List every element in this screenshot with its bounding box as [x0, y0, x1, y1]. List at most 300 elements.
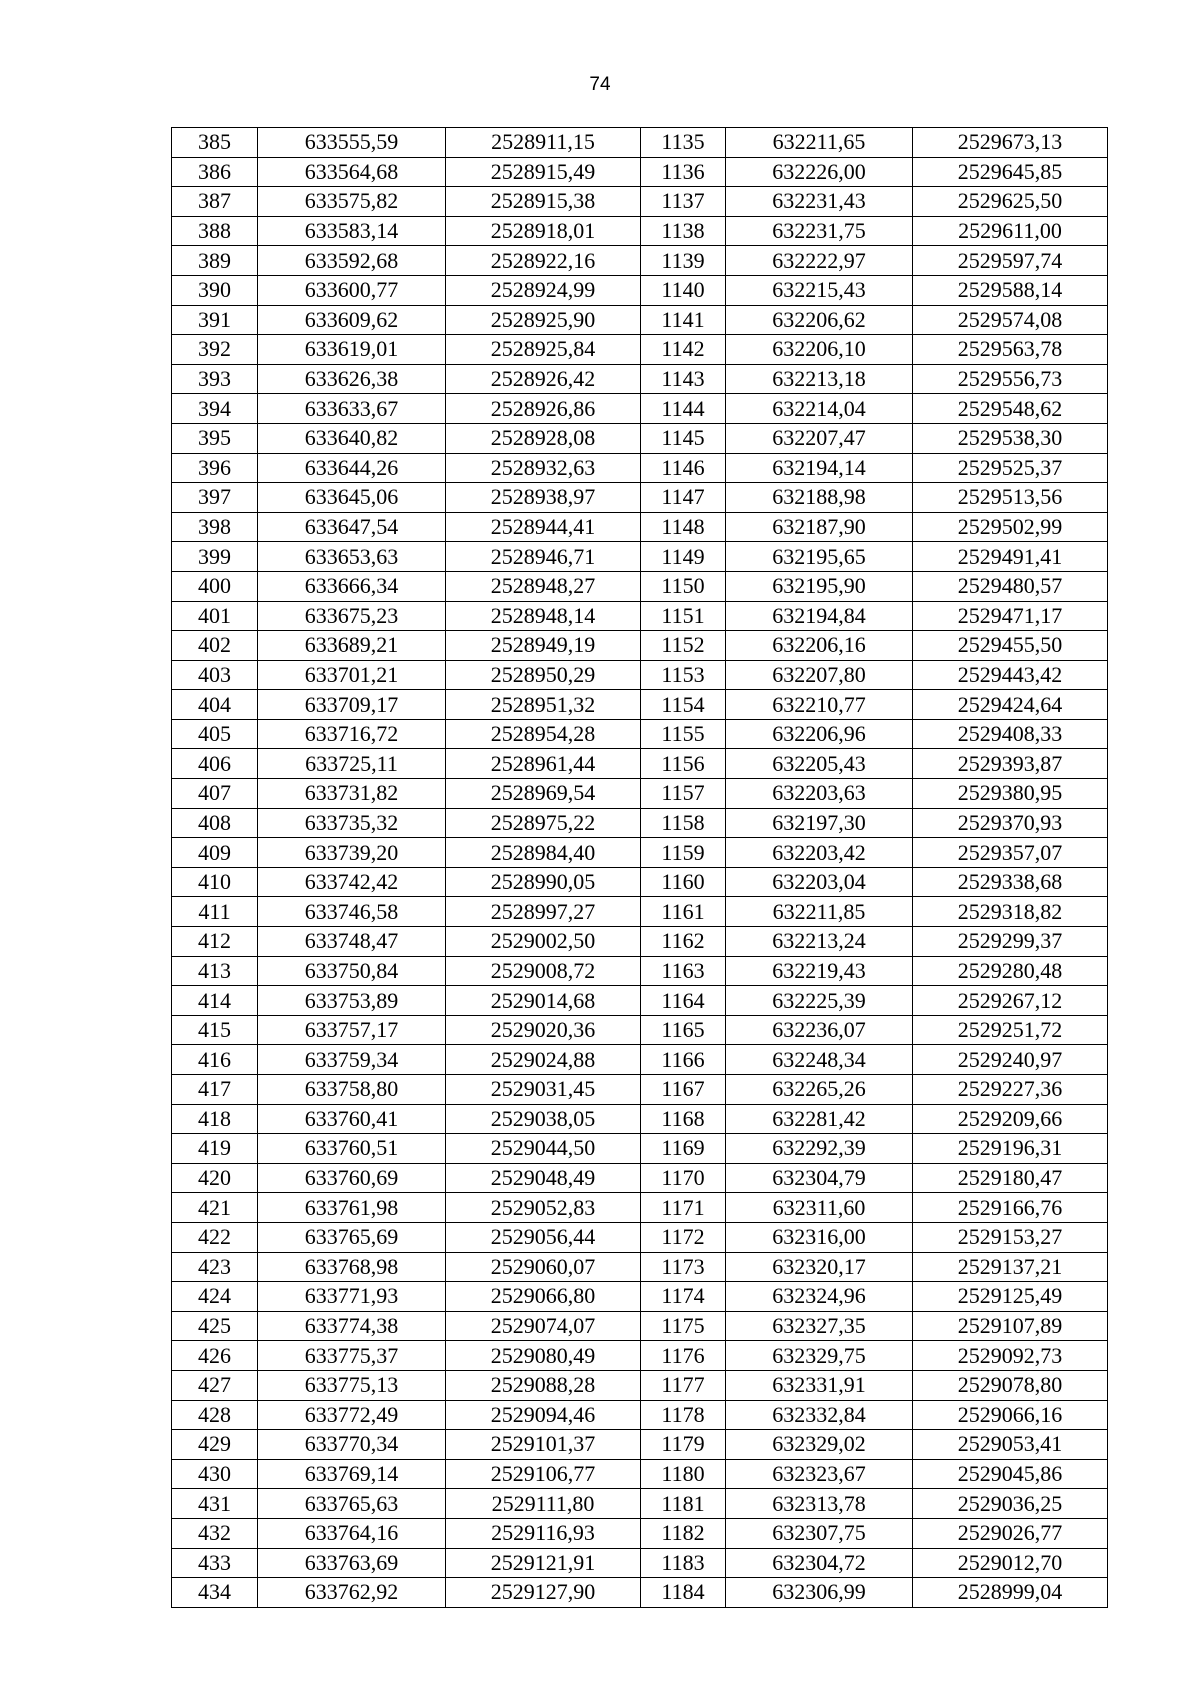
y-coordinate-cell: 2528944,41 [446, 512, 641, 542]
x-coordinate-cell: 632306,99 [726, 1578, 913, 1608]
table-row [172, 453, 1108, 483]
table-row [172, 1548, 1108, 1578]
y-coordinate-cell: 2529094,46 [446, 1400, 641, 1430]
x-coordinate-cell: 632188,98 [726, 483, 913, 513]
y-coordinate-cell: 2528928,08 [446, 423, 641, 453]
y-coordinate-cell: 2529053,41 [913, 1430, 1108, 1460]
x-coordinate-cell: 633583,14 [258, 216, 446, 246]
y-coordinate-cell: 2528915,38 [446, 187, 641, 217]
point-number-cell: 1138 [641, 216, 726, 246]
y-coordinate-cell: 2528997,27 [446, 897, 641, 927]
y-coordinate-cell: 2528954,28 [446, 719, 641, 749]
x-coordinate-cell: 632332,84 [726, 1400, 913, 1430]
point-number-cell: 1181 [641, 1489, 726, 1519]
x-coordinate-cell: 633716,72 [258, 719, 446, 749]
point-number-cell: 1163 [641, 956, 726, 986]
x-coordinate-cell: 632265,26 [726, 1075, 913, 1105]
x-coordinate-cell: 632187,90 [726, 512, 913, 542]
x-coordinate-cell: 632231,43 [726, 187, 913, 217]
table-row [172, 956, 1108, 986]
y-coordinate-cell: 2529299,37 [913, 927, 1108, 957]
table-row [172, 216, 1108, 246]
x-coordinate-cell: 632194,84 [726, 601, 913, 631]
point-number-cell: 1143 [641, 364, 726, 394]
y-coordinate-cell: 2529548,62 [913, 394, 1108, 424]
table-row [172, 719, 1108, 749]
x-coordinate-cell: 633763,69 [258, 1548, 446, 1578]
x-coordinate-cell: 632207,80 [726, 660, 913, 690]
point-number-cell: 1144 [641, 394, 726, 424]
table-row [172, 571, 1108, 601]
point-number-cell: 405 [172, 719, 258, 749]
x-coordinate-cell: 633768,98 [258, 1252, 446, 1282]
y-coordinate-cell: 2529056,44 [446, 1222, 641, 1252]
y-coordinate-cell: 2529101,37 [446, 1430, 641, 1460]
y-coordinate-cell: 2529002,50 [446, 927, 641, 957]
x-coordinate-cell: 633748,47 [258, 927, 446, 957]
point-number-cell: 417 [172, 1075, 258, 1105]
y-coordinate-cell: 2529370,93 [913, 808, 1108, 838]
y-coordinate-cell: 2529209,66 [913, 1104, 1108, 1134]
table-row [172, 1134, 1108, 1164]
table-row [172, 483, 1108, 513]
y-coordinate-cell: 2529408,33 [913, 719, 1108, 749]
y-coordinate-cell: 2529251,72 [913, 1015, 1108, 1045]
x-coordinate-cell: 633689,21 [258, 631, 446, 661]
y-coordinate-cell: 2528975,22 [446, 808, 641, 838]
y-coordinate-cell: 2529380,95 [913, 779, 1108, 809]
x-coordinate-cell: 633771,93 [258, 1282, 446, 1312]
x-coordinate-cell: 632292,39 [726, 1134, 913, 1164]
point-number-cell: 1160 [641, 867, 726, 897]
y-coordinate-cell: 2529074,07 [446, 1311, 641, 1341]
point-number-cell: 400 [172, 571, 258, 601]
y-coordinate-cell: 2529111,80 [446, 1489, 641, 1519]
y-coordinate-cell: 2529127,90 [446, 1578, 641, 1608]
x-coordinate-cell: 633758,80 [258, 1075, 446, 1105]
y-coordinate-cell: 2529443,42 [913, 660, 1108, 690]
table-row [172, 1400, 1108, 1430]
point-number-cell: 419 [172, 1134, 258, 1164]
y-coordinate-cell: 2529045,86 [913, 1459, 1108, 1489]
point-number-cell: 1165 [641, 1015, 726, 1045]
x-coordinate-cell: 632203,42 [726, 838, 913, 868]
table-row [172, 1518, 1108, 1548]
table-row [172, 927, 1108, 957]
point-number-cell: 1158 [641, 808, 726, 838]
point-number-cell: 1136 [641, 157, 726, 187]
x-coordinate-cell: 632222,97 [726, 246, 913, 276]
x-coordinate-cell: 633760,51 [258, 1134, 446, 1164]
y-coordinate-cell: 2529052,83 [446, 1193, 641, 1223]
point-number-cell: 1179 [641, 1430, 726, 1460]
x-coordinate-cell: 632206,96 [726, 719, 913, 749]
table-row [172, 986, 1108, 1016]
y-coordinate-cell: 2528950,29 [446, 660, 641, 690]
x-coordinate-cell: 632213,18 [726, 364, 913, 394]
x-coordinate-cell: 633765,69 [258, 1222, 446, 1252]
x-coordinate-cell: 633575,82 [258, 187, 446, 217]
coordinates-table [171, 127, 1108, 1608]
x-coordinate-cell: 633762,92 [258, 1578, 446, 1608]
y-coordinate-cell: 2529153,27 [913, 1222, 1108, 1252]
y-coordinate-cell: 2529166,76 [913, 1193, 1108, 1223]
point-number-cell: 428 [172, 1400, 258, 1430]
y-coordinate-cell: 2529625,50 [913, 187, 1108, 217]
y-coordinate-cell: 2529357,07 [913, 838, 1108, 868]
table-row [172, 1282, 1108, 1312]
x-coordinate-cell: 633555,59 [258, 128, 446, 158]
x-coordinate-cell: 632316,00 [726, 1222, 913, 1252]
x-coordinate-cell: 633760,69 [258, 1163, 446, 1193]
y-coordinate-cell: 2529060,07 [446, 1252, 641, 1282]
point-number-cell: 1171 [641, 1193, 726, 1223]
point-number-cell: 395 [172, 423, 258, 453]
x-coordinate-cell: 632203,04 [726, 867, 913, 897]
x-coordinate-cell: 633759,34 [258, 1045, 446, 1075]
y-coordinate-cell: 2528951,32 [446, 690, 641, 720]
x-coordinate-cell: 632219,43 [726, 956, 913, 986]
y-coordinate-cell: 2529031,45 [446, 1075, 641, 1105]
y-coordinate-cell: 2529196,31 [913, 1134, 1108, 1164]
point-number-cell: 406 [172, 749, 258, 779]
point-number-cell: 425 [172, 1311, 258, 1341]
point-number-cell: 420 [172, 1163, 258, 1193]
y-coordinate-cell: 2529563,78 [913, 335, 1108, 365]
table-row [172, 660, 1108, 690]
point-number-cell: 423 [172, 1252, 258, 1282]
x-coordinate-cell: 632323,67 [726, 1459, 913, 1489]
table-row [172, 1430, 1108, 1460]
x-coordinate-cell: 633619,01 [258, 335, 446, 365]
y-coordinate-cell: 2529588,14 [913, 275, 1108, 305]
x-coordinate-cell: 633753,89 [258, 986, 446, 1016]
point-number-cell: 1150 [641, 571, 726, 601]
y-coordinate-cell: 2529026,77 [913, 1518, 1108, 1548]
x-coordinate-cell: 632329,75 [726, 1341, 913, 1371]
y-coordinate-cell: 2529227,36 [913, 1075, 1108, 1105]
y-coordinate-cell: 2528911,15 [446, 128, 641, 158]
x-coordinate-cell: 632194,14 [726, 453, 913, 483]
x-coordinate-cell: 633746,58 [258, 897, 446, 927]
x-coordinate-cell: 633640,82 [258, 423, 446, 453]
x-coordinate-cell: 632213,24 [726, 927, 913, 957]
x-coordinate-cell: 632231,75 [726, 216, 913, 246]
point-number-cell: 427 [172, 1370, 258, 1400]
y-coordinate-cell: 2529014,68 [446, 986, 641, 1016]
y-coordinate-cell: 2529393,87 [913, 749, 1108, 779]
x-coordinate-cell: 632281,42 [726, 1104, 913, 1134]
y-coordinate-cell: 2529556,73 [913, 364, 1108, 394]
x-coordinate-cell: 633770,34 [258, 1430, 446, 1460]
point-number-cell: 1182 [641, 1518, 726, 1548]
x-coordinate-cell: 632206,16 [726, 631, 913, 661]
point-number-cell: 1137 [641, 187, 726, 217]
point-number-cell: 1153 [641, 660, 726, 690]
x-coordinate-cell: 632248,34 [726, 1045, 913, 1075]
table-row [172, 157, 1108, 187]
y-coordinate-cell: 2529574,08 [913, 305, 1108, 335]
x-coordinate-cell: 633564,68 [258, 157, 446, 187]
point-number-cell: 430 [172, 1459, 258, 1489]
y-coordinate-cell: 2529240,97 [913, 1045, 1108, 1075]
point-number-cell: 414 [172, 986, 258, 1016]
table-row [172, 897, 1108, 927]
y-coordinate-cell: 2529538,30 [913, 423, 1108, 453]
table-row [172, 749, 1108, 779]
point-number-cell: 1159 [641, 838, 726, 868]
x-coordinate-cell: 632327,35 [726, 1311, 913, 1341]
y-coordinate-cell: 2529267,12 [913, 986, 1108, 1016]
x-coordinate-cell: 633761,98 [258, 1193, 446, 1223]
table-row [172, 1459, 1108, 1489]
point-number-cell: 1183 [641, 1548, 726, 1578]
x-coordinate-cell: 633633,67 [258, 394, 446, 424]
y-coordinate-cell: 2529066,80 [446, 1282, 641, 1312]
x-coordinate-cell: 632206,62 [726, 305, 913, 335]
point-number-cell: 412 [172, 927, 258, 957]
x-coordinate-cell: 633592,68 [258, 246, 446, 276]
table-row [172, 275, 1108, 305]
point-number-cell: 1145 [641, 423, 726, 453]
x-coordinate-cell: 632304,79 [726, 1163, 913, 1193]
x-coordinate-cell: 633735,32 [258, 808, 446, 838]
x-coordinate-cell: 633609,62 [258, 305, 446, 335]
y-coordinate-cell: 2529020,36 [446, 1015, 641, 1045]
point-number-cell: 415 [172, 1015, 258, 1045]
x-coordinate-cell: 633647,54 [258, 512, 446, 542]
x-coordinate-cell: 632329,02 [726, 1430, 913, 1460]
x-coordinate-cell: 632207,47 [726, 423, 913, 453]
table-row [172, 601, 1108, 631]
y-coordinate-cell: 2528961,44 [446, 749, 641, 779]
point-number-cell: 403 [172, 660, 258, 690]
table-row [172, 1075, 1108, 1105]
y-coordinate-cell: 2529597,74 [913, 246, 1108, 276]
point-number-cell: 1168 [641, 1104, 726, 1134]
x-coordinate-cell: 633760,41 [258, 1104, 446, 1134]
x-coordinate-cell: 632195,65 [726, 542, 913, 572]
point-number-cell: 1176 [641, 1341, 726, 1371]
point-number-cell: 1184 [641, 1578, 726, 1608]
point-number-cell: 409 [172, 838, 258, 868]
point-number-cell: 408 [172, 808, 258, 838]
point-number-cell: 1147 [641, 483, 726, 513]
y-coordinate-cell: 2528948,27 [446, 571, 641, 601]
x-coordinate-cell: 633626,38 [258, 364, 446, 394]
x-coordinate-cell: 632206,10 [726, 335, 913, 365]
table-row [172, 690, 1108, 720]
y-coordinate-cell: 2529125,49 [913, 1282, 1108, 1312]
point-number-cell: 1148 [641, 512, 726, 542]
table-row [172, 1104, 1108, 1134]
table-row [172, 631, 1108, 661]
x-coordinate-cell: 633774,38 [258, 1311, 446, 1341]
table-row [172, 423, 1108, 453]
point-number-cell: 1166 [641, 1045, 726, 1075]
page-number: 74 [589, 74, 611, 95]
point-number-cell: 397 [172, 483, 258, 513]
y-coordinate-cell: 2528922,16 [446, 246, 641, 276]
y-coordinate-cell: 2529513,56 [913, 483, 1108, 513]
y-coordinate-cell: 2529012,70 [913, 1548, 1108, 1578]
y-coordinate-cell: 2529106,77 [446, 1459, 641, 1489]
x-coordinate-cell: 633666,34 [258, 571, 446, 601]
coordinates-table-body [172, 128, 1108, 1608]
x-coordinate-cell: 632211,85 [726, 897, 913, 927]
y-coordinate-cell: 2528926,86 [446, 394, 641, 424]
x-coordinate-cell: 633772,49 [258, 1400, 446, 1430]
x-coordinate-cell: 632203,63 [726, 779, 913, 809]
point-number-cell: 418 [172, 1104, 258, 1134]
point-number-cell: 1141 [641, 305, 726, 335]
y-coordinate-cell: 2529066,16 [913, 1400, 1108, 1430]
x-coordinate-cell: 633757,17 [258, 1015, 446, 1045]
y-coordinate-cell: 2529121,91 [446, 1548, 641, 1578]
point-number-cell: 396 [172, 453, 258, 483]
point-number-cell: 1174 [641, 1282, 726, 1312]
table-row [172, 838, 1108, 868]
point-number-cell: 1155 [641, 719, 726, 749]
point-number-cell: 386 [172, 157, 258, 187]
y-coordinate-cell: 2529036,25 [913, 1489, 1108, 1519]
y-coordinate-cell: 2529525,37 [913, 453, 1108, 483]
x-coordinate-cell: 633764,16 [258, 1518, 446, 1548]
y-coordinate-cell: 2529044,50 [446, 1134, 641, 1164]
y-coordinate-cell: 2529502,99 [913, 512, 1108, 542]
x-coordinate-cell: 633701,21 [258, 660, 446, 690]
point-number-cell: 1169 [641, 1134, 726, 1164]
x-coordinate-cell: 632311,60 [726, 1193, 913, 1223]
x-coordinate-cell: 633775,13 [258, 1370, 446, 1400]
x-coordinate-cell: 632320,17 [726, 1252, 913, 1282]
point-number-cell: 407 [172, 779, 258, 809]
point-number-cell: 413 [172, 956, 258, 986]
point-number-cell: 416 [172, 1045, 258, 1075]
point-number-cell: 424 [172, 1282, 258, 1312]
point-number-cell: 394 [172, 394, 258, 424]
x-coordinate-cell: 633644,26 [258, 453, 446, 483]
point-number-cell: 1142 [641, 335, 726, 365]
y-coordinate-cell: 2528990,05 [446, 867, 641, 897]
y-coordinate-cell: 2528984,40 [446, 838, 641, 868]
point-number-cell: 1140 [641, 275, 726, 305]
point-number-cell: 411 [172, 897, 258, 927]
y-coordinate-cell: 2529080,49 [446, 1341, 641, 1371]
y-coordinate-cell: 2529338,68 [913, 867, 1108, 897]
point-number-cell: 1152 [641, 631, 726, 661]
y-coordinate-cell: 2528938,97 [446, 483, 641, 513]
y-coordinate-cell: 2529137,21 [913, 1252, 1108, 1282]
point-number-cell: 1167 [641, 1075, 726, 1105]
table-row [172, 779, 1108, 809]
point-number-cell: 399 [172, 542, 258, 572]
point-number-cell: 1173 [641, 1252, 726, 1282]
x-coordinate-cell: 632215,43 [726, 275, 913, 305]
y-coordinate-cell: 2528969,54 [446, 779, 641, 809]
x-coordinate-cell: 633750,84 [258, 956, 446, 986]
table-row [172, 1370, 1108, 1400]
y-coordinate-cell: 2529424,64 [913, 690, 1108, 720]
y-coordinate-cell: 2529455,50 [913, 631, 1108, 661]
point-number-cell: 429 [172, 1430, 258, 1460]
x-coordinate-cell: 633731,82 [258, 779, 446, 809]
y-coordinate-cell: 2529107,89 [913, 1311, 1108, 1341]
point-number-cell: 1180 [641, 1459, 726, 1489]
y-coordinate-cell: 2529008,72 [446, 956, 641, 986]
table-row [172, 1193, 1108, 1223]
y-coordinate-cell: 2529092,73 [913, 1341, 1108, 1371]
x-coordinate-cell: 633645,06 [258, 483, 446, 513]
table-row [172, 305, 1108, 335]
x-coordinate-cell: 632195,90 [726, 571, 913, 601]
point-number-cell: 431 [172, 1489, 258, 1519]
point-number-cell: 391 [172, 305, 258, 335]
x-coordinate-cell: 632331,91 [726, 1370, 913, 1400]
y-coordinate-cell: 2529078,80 [913, 1370, 1108, 1400]
table-row [172, 512, 1108, 542]
y-coordinate-cell: 2528948,14 [446, 601, 641, 631]
point-number-cell: 1149 [641, 542, 726, 572]
x-coordinate-cell: 633653,63 [258, 542, 446, 572]
y-coordinate-cell: 2528924,99 [446, 275, 641, 305]
point-number-cell: 1177 [641, 1370, 726, 1400]
point-number-cell: 390 [172, 275, 258, 305]
point-number-cell: 1154 [641, 690, 726, 720]
y-coordinate-cell: 2529491,41 [913, 542, 1108, 572]
x-coordinate-cell: 633725,11 [258, 749, 446, 779]
table-row [172, 394, 1108, 424]
y-coordinate-cell: 2529180,47 [913, 1163, 1108, 1193]
table-row [172, 187, 1108, 217]
point-number-cell: 421 [172, 1193, 258, 1223]
y-coordinate-cell: 2529480,57 [913, 571, 1108, 601]
y-coordinate-cell: 2529611,00 [913, 216, 1108, 246]
point-number-cell: 387 [172, 187, 258, 217]
x-coordinate-cell: 632313,78 [726, 1489, 913, 1519]
point-number-cell: 1172 [641, 1222, 726, 1252]
table-row [172, 128, 1108, 158]
table-row [172, 1222, 1108, 1252]
table-row [172, 1341, 1108, 1371]
y-coordinate-cell: 2528925,84 [446, 335, 641, 365]
point-number-cell: 1135 [641, 128, 726, 158]
table-row [172, 1045, 1108, 1075]
y-coordinate-cell: 2529088,28 [446, 1370, 641, 1400]
point-number-cell: 401 [172, 601, 258, 631]
point-number-cell: 385 [172, 128, 258, 158]
x-coordinate-cell: 632236,07 [726, 1015, 913, 1045]
table-row [172, 1311, 1108, 1341]
point-number-cell: 1157 [641, 779, 726, 809]
point-number-cell: 432 [172, 1518, 258, 1548]
x-coordinate-cell: 632324,96 [726, 1282, 913, 1312]
y-coordinate-cell: 2529048,49 [446, 1163, 641, 1193]
point-number-cell: 1139 [641, 246, 726, 276]
point-number-cell: 433 [172, 1548, 258, 1578]
y-coordinate-cell: 2529116,93 [446, 1518, 641, 1548]
point-number-cell: 1170 [641, 1163, 726, 1193]
x-coordinate-cell: 633775,37 [258, 1341, 446, 1371]
x-coordinate-cell: 632205,43 [726, 749, 913, 779]
y-coordinate-cell: 2528915,49 [446, 157, 641, 187]
y-coordinate-cell: 2528926,42 [446, 364, 641, 394]
table-row [172, 1489, 1108, 1519]
y-coordinate-cell: 2529645,85 [913, 157, 1108, 187]
table-row [172, 364, 1108, 394]
x-coordinate-cell: 633742,42 [258, 867, 446, 897]
table-row [172, 867, 1108, 897]
